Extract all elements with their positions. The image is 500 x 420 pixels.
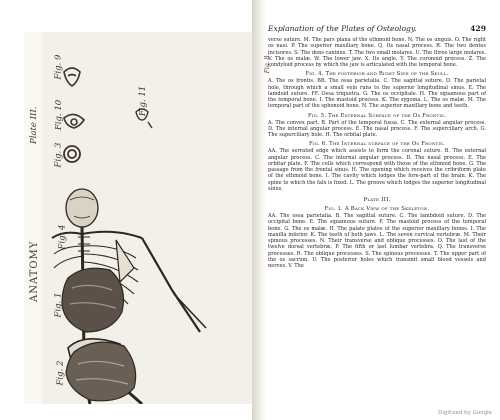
plate-number-label: Plate III.	[29, 106, 39, 144]
header-title: Explanation of the Plates of Osteology.	[268, 24, 417, 33]
figure-label-2: Fig. 2	[55, 360, 66, 386]
fig-2-skull-cap	[66, 342, 136, 401]
paragraph-fig-6: AA. The serrated edge which assists to form the coronal suture. B. The external angular process. C. The internal angular process. D. The nasal process. E. The orbitar plate. F. The cells which correspond with those of the ethmoid bone. G. The passage from the frontal sinus. H. The opening which receives the cribriform plate of the ethmoid bone. I. The cavity which lodges the fore-part of the brain. K. The spine to which the falx is fixed. L. The groove which lodges the superior longitudinal sinus.	[268, 148, 486, 192]
running-header	[268, 24, 486, 33]
plate-page	[24, 32, 252, 404]
section-heading-fig-6: Fig. 6. The Internal surface of the Os Frontis.	[308, 141, 445, 148]
section-heading-fig-5: Fig. 5. The External Surface of the Os Frontis.	[307, 112, 447, 119]
anatomy-side-title: ANATOMY	[29, 240, 40, 302]
figure-label-10: Fig. 10	[54, 99, 65, 131]
fig-1-skull-cap	[62, 268, 124, 332]
text-page	[264, 24, 486, 404]
page-number: 429	[470, 24, 486, 33]
paragraph-continuation: verse suture. M. The pars plana of the ethmoid bone. N. The os unguis. O. The right os nasi. P. The superior maxillary bone. Q. Its nasal process. R. The two dentes incisores. S. The dens caninus. T. The two small molares. U. The three large molares. V. The os malæ. W. The lower jaw. X. Its angle. Y. The coronoid process. Z. The condyloid process by which the jaw is articulated with the temporal bone.	[268, 37, 486, 68]
digitizer-watermark: Digitized by Google	[438, 410, 492, 416]
paragraph-fig-1: AA. The ossa parietalia. B. The sagittal suture. C. The lambdoid suture. D. The occipital bone. E. The squamous suture. F. The mastoid process of the temporal bone. G. The os malæ. H. The palate plates of the superior maxillary bones. I. The maxilla inferior. K. The teeth of both jaws. L. The seven cervical vertebræ. M. Their spinous processes. N. Their transverse and oblique processes. O. The last of the twelve dorsal vertebræ. P. The fifth or last lumbar vertebra. Q. The transverse processes. R. The oblique processes. S. The spinous processes. T. The upper part of the os sacrum. U. The posterior holes which transmit small blood vessels and nerves. V. The	[268, 213, 486, 269]
section-heading-fig-4: Fig. 4. The posterior and Right Side of the Skull.	[305, 71, 449, 78]
figure-label-1: Fig. 1	[53, 292, 64, 318]
figure-label-3: Fig. 3	[53, 142, 64, 168]
margin-figure-label: Fig. 8.	[264, 53, 272, 74]
paragraph-fig-5: A. The convex part. B. Part of the temporal fossa. C. The external angular process. D. The internal angular process. E. The nasal process. F. The superciliary arch. G. The superciliary hole. H. The orbital plate.	[268, 119, 486, 138]
figure-label-9: Fig. 9	[53, 54, 64, 80]
section-heading-fig-1: Fig. 1. A Back View of the Skeleton.	[324, 206, 430, 212]
paragraph-fig-4: A. The os frontis. BB. The ossa parietalia. C. The sagittal suture. D. The parietal hole, through which a small vein runs to the superior longitudinal sinus. E. The lamdoid suture. FF. Ossa triquetra. G. The os occipitale. H. The squamous part of the temporal bone. I. The mastoid process. K. The zygoma. L. The os malæ. M. The temporal part of the sphenoid bone. N. The superior maxillary bone and teeth.	[268, 78, 486, 110]
figure-label-11: Fig. 11	[138, 85, 149, 117]
plate-heading: Plate III.	[363, 197, 391, 203]
figure-label-4: Fig. 4	[57, 224, 68, 250]
